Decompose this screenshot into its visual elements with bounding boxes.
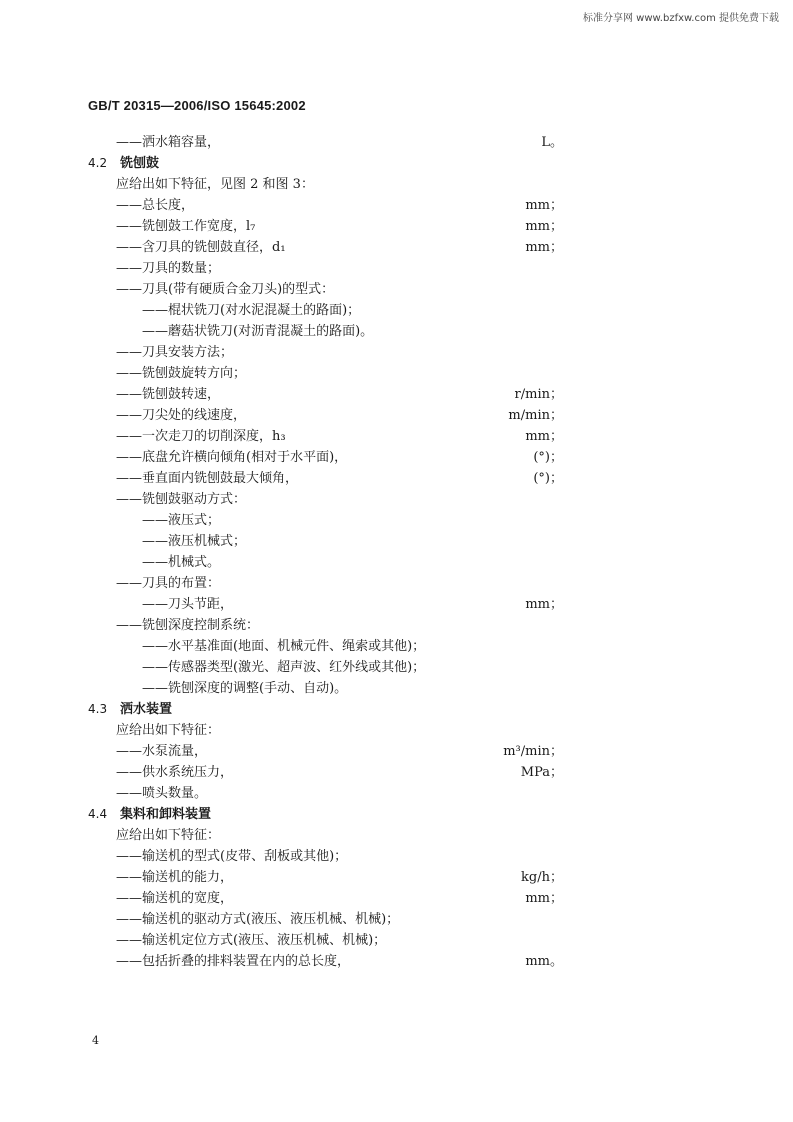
list-item [0,531,793,552]
item-text: ——洒水箱容量， [116,135,221,150]
list-item [0,552,793,573]
item-text: ——刀具的布置： [116,576,221,591]
item-text: ——液压机械式； [142,534,247,549]
list-item [0,300,793,321]
item-unit: mm； [525,219,563,234]
list-item [0,783,793,804]
list-item [0,636,793,657]
list-item [0,258,793,279]
item-text: ——铣刨深度控制系统： [116,618,260,633]
item-text: ——铣刨鼓工作宽度，l₇ [116,219,256,234]
section-heading [0,699,793,720]
item-text: ——一次走刀的切削深度，h₃ [116,429,286,444]
list-item [0,342,793,363]
list-item [0,468,793,489]
section-number: 4.4 [88,807,108,821]
standard-header: GB/T 20315—2006/ISO 15645:2002 [88,98,306,113]
item-text: ——棍状铣刀(对水泥混凝土的路面)； [142,303,361,318]
item-text: ——机械式。 [142,555,221,570]
item-text: ——水平基准面(地面、机械元件、绳索或其他)； [142,639,426,654]
item-text: ——刀头节距， [142,597,234,612]
item-unit: L。 [541,135,563,150]
list-item [0,405,793,426]
item-text: ——刀具安装方法； [116,345,234,360]
section-number: 4.2 [88,156,108,170]
list-item [0,510,793,531]
item-text: 应给出如下特征： [116,828,221,843]
section-heading [0,804,793,825]
item-text: ——铣刨深度的调整(手动、自动)。 [142,681,348,696]
section-title: 铣刨鼓 [120,156,160,171]
item-text: ——铣刨鼓旋转方向； [116,366,247,381]
item-text: ——输送机的型式(皮带、刮板或其他)； [116,849,348,864]
watermark: 标准分享网 www.bzfxw.com 提供免费下载 [583,13,779,24]
page-number: 4 [92,1034,99,1047]
list-item [0,195,793,216]
item-unit: mm； [525,597,563,612]
item-text: ——液压式； [142,513,221,528]
list-item [0,825,793,846]
section-title: 洒水装置 [120,702,173,717]
item-text: ——铣刨鼓转速， [116,387,221,402]
list-item [0,384,793,405]
item-text: ——刀具的数量； [116,261,221,276]
item-unit: mm； [525,240,563,255]
item-text: ——输送机的宽度， [116,891,234,906]
section-number: 4.3 [88,702,108,716]
list-item [0,594,793,615]
item-text: ——输送机的能力， [116,870,234,885]
section-title: 集料和卸料装置 [120,807,212,822]
list-item [0,741,793,762]
item-text: ——包括折叠的排料装置在内的总长度， [116,954,351,969]
item-text: ——蘑菇状铣刀(对沥青混凝土的路面)。 [142,324,374,339]
item-text: ——刀尖处的线速度， [116,408,247,423]
item-text: ——水泵流量， [116,744,208,759]
list-item [0,951,793,972]
list-item [0,363,793,384]
list-item [0,720,793,741]
item-unit: kg/h； [521,870,563,885]
list-item [0,132,793,153]
list-item [0,930,793,951]
list-item [0,867,793,888]
list-item [0,237,793,258]
list-item [0,174,793,195]
item-text: ——喷头数量。 [116,786,208,801]
item-text: ——刀具(带有硬质合金刀头)的型式： [116,282,335,297]
item-unit: mm； [525,891,563,906]
list-item [0,888,793,909]
list-item [0,846,793,867]
list-item [0,678,793,699]
item-unit: (°)； [533,450,563,465]
item-text: ——铣刨鼓驱动方式： [116,492,247,507]
item-text: ——底盘允许横向倾角(相对于水平面)， [116,450,348,465]
item-unit: m/min； [508,408,563,423]
item-text: ——供水系统压力， [116,765,234,780]
list-item [0,426,793,447]
list-item [0,573,793,594]
list-item [0,321,793,342]
item-text: ——传感器类型(激光、超声波、红外线或其他)； [142,660,426,675]
item-text: ——输送机的驱动方式(液压、液压机械、机械)； [116,912,400,927]
section-heading [0,153,793,174]
item-unit: mm； [525,198,563,213]
document-body [0,132,793,972]
item-text: ——输送机定位方式(液压、液压机械、机械)； [116,933,387,948]
item-unit: m³/min； [503,744,563,759]
item-text: 应给出如下特征，见图 2 和图 3： [116,177,314,192]
list-item [0,489,793,510]
item-text: ——含刀具的铣刨鼓直径，d₁ [116,240,286,255]
item-unit: r/min； [514,387,563,402]
list-item [0,216,793,237]
item-text: ——总长度， [116,198,195,213]
item-text: ——垂直面内铣刨鼓最大倾角， [116,471,299,486]
list-item [0,657,793,678]
list-item [0,909,793,930]
item-text: 应给出如下特征： [116,723,221,738]
item-unit: mm； [525,429,563,444]
item-unit: MPa； [520,765,563,780]
item-unit: mm。 [525,954,563,969]
list-item [0,279,793,300]
item-unit: (°)； [533,471,563,486]
list-item [0,615,793,636]
list-item [0,762,793,783]
list-item [0,447,793,468]
